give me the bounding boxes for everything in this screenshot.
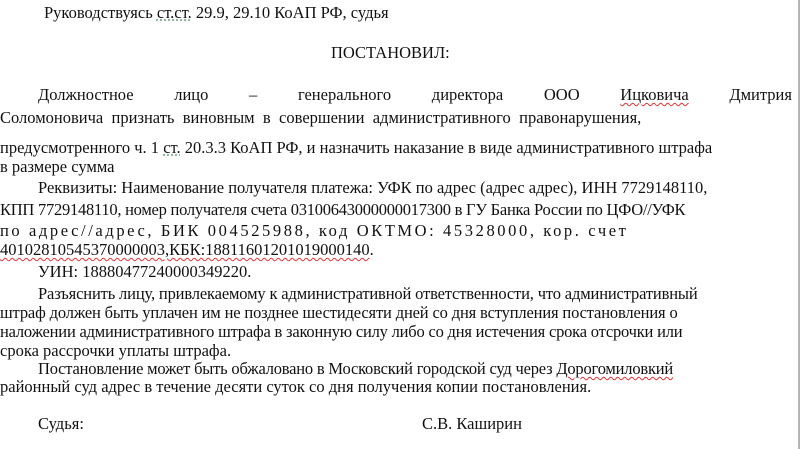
p2-line-2: в размере сумма [0, 157, 115, 176]
p1-line-2: Соломоновича признать виновным в совершении административного правонарушения, [0, 108, 642, 127]
req-line-2: КПП 7729148110, номер получателя счета 03100643000000017300 в ГУ Банка России по ЦФО//УФК [0, 200, 686, 219]
uin-line: УИН: 18880477240000349220. [38, 262, 252, 281]
account-kbk: 40102810545370000003,КБК:18811601201019000140 [0, 240, 370, 259]
p4-line-2: районный суд адрес в течение десяти суток со дня получения копии постановления. [0, 377, 592, 396]
req-line-4 [0, 240, 374, 260]
p2-l1-text-b: 20.3.3 КоАП РФ, и назначить наказание в виде административного штрафа [180, 138, 713, 157]
defendant-surname: Ицковича [620, 85, 689, 104]
signature-name: С.В. Каширин [422, 414, 522, 433]
req-line-1: Реквизиты: Наименование получателя платежа: УФК по адрес (адрес адрес), ИНН 7729148110, [38, 178, 708, 197]
intro-text-post: 29.9, 29.10 КоАП РФ, судья [191, 3, 389, 22]
intro-text-pre: Руководствуясь [44, 3, 157, 22]
p2-st: ст. [163, 138, 181, 157]
p1-line-1 [38, 85, 792, 105]
req-l4-period: . [369, 240, 374, 259]
p3-line-1: Разъяснить лицу, привлекаемому к административной ответственности, что административный [38, 284, 698, 303]
p4-l1-text: Постановление может быть обжаловано в Московский городской суд через [38, 359, 557, 378]
p2-line-1 [0, 138, 712, 158]
signature-label: Судья: [38, 414, 84, 433]
p3-line-4: срока рассрочки уплаты штрафа. [0, 341, 232, 360]
p2-l1-text-a: предусмотренного ч. 1 [0, 138, 164, 157]
intro-line [44, 3, 389, 23]
p1-l1-w7: Дмитрия [729, 85, 792, 104]
p1-l1-w4: директора [431, 85, 504, 104]
req-line-3: по адрес//адрес, БИК 004525988, код ОКТМО: 45328000, кор. счет [0, 221, 629, 240]
p4-line-1 [38, 359, 673, 379]
p3-line-3: наложении административного штрафа в законную силу либо со дня истечения срока отсрочки или [0, 322, 683, 341]
p1-l1-w2: – [249, 85, 258, 104]
p1-l1-words-a: Должностное [38, 85, 134, 104]
heading-postanovil: ПОСТАНОВИЛ: [331, 43, 450, 62]
p3-line-2: штраф должен быть уплачен им не позднее шестидесяти дней со дня вступления постановления о [0, 303, 678, 322]
p1-l1-w5: ООО [543, 85, 580, 104]
intro-stst: ст.ст. [156, 3, 192, 22]
p1-l1-dash: лицо [174, 85, 209, 104]
district-court-name: Дорогомиловкий [556, 359, 674, 378]
p1-l1-w3: генерального [297, 85, 392, 104]
